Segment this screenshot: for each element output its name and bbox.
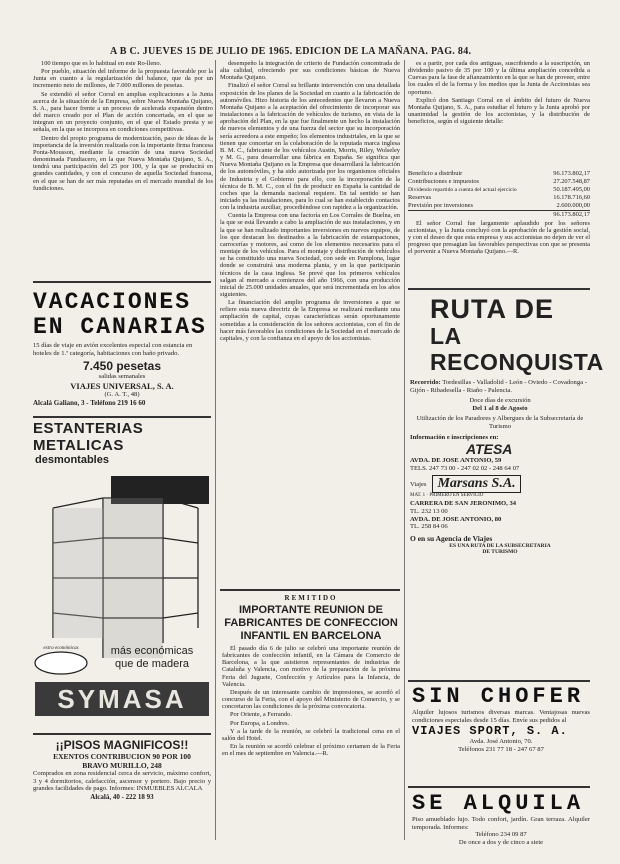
ad-title: SIN CHOFER: [412, 684, 585, 709]
ad-body: 15 días de viaje en avión excelentes especial con estancia en hoteles de 1.ª categoría, habitaciones con baño privado.: [33, 342, 193, 357]
brand-logo: KIMER: [137, 460, 199, 477]
ad-body: Comprados en zona residencial cerca de servicio, máximo confort, 3 y 4 dormitorios, calefacción, ascensor y portero. Bajo precio y grandes facilidades de pago. Informes: INMUEBLES ALCALA: [33, 770, 211, 793]
article-paragraph: El pasado día 6 de julio se celebró una importante reunión de fabricantes de confección infantil, en la Cámara de Comercio de Barcelona, a la que asistieron representantes de industrias de Cataluña y Valencia, con motivo de la preparación de la próxima Feria del Juguete, Confección y Artículos para la Infancia, de Valencia.: [222, 645, 400, 688]
ad-phone: TELS. 247 73 00 - 247 02 02 - 248 64 07: [410, 464, 520, 472]
ad-gat: (G. A. T., 48): [104, 390, 140, 398]
article-paragraph: Se extendió el señor Corral en amplias explicaciones a la Junta acerca de la situación de la Empresa, sobre Nueva Montaña Quijano, S. A., para hacer frente a un proceso de acelerada expansión dentro del marco creado por el Plan de acción concertada, en el que se integran en un proyecto conjunto, en el que el Estado presta y se señala, en la que se incorpora en condiciones competitivas.: [33, 90, 213, 134]
ad-vacaciones-canarias: [33, 290, 211, 410]
finance-row: [408, 178, 590, 186]
ad-slogan: [93, 645, 211, 671]
ad-footer: ES UNA RUTA DE LA SUBSECRETARIA: [449, 542, 551, 549]
finance-label: Reservas: [408, 194, 432, 201]
route-label: Recorrido:: [410, 379, 441, 386]
ad-ruta-reconquista: [410, 294, 604, 555]
finance-label: Contribuciones e impuestos: [408, 178, 479, 185]
finance-row: [408, 202, 590, 210]
article-paragraph: Por Oriente, a Ferrando.: [230, 711, 292, 719]
remitido-label: REMITIDO: [284, 594, 338, 602]
article-paragraph: es a partir, por cada dos antiguas, suscribiendo a la suscripción, un dividendo pasivo de 35 por 100 y la última ampliación concedida a Cuevas para la fase de afianzamiento en la que se han de proveer, entre los cuales el de la forma y los medios que la Junta de Accionistas sea oportuno.: [408, 60, 590, 96]
article-paragraph: En la reunión se acordó celebrar el próximo certamen de la Feria en el mes de septiembre en Valencia.—R.: [222, 743, 400, 758]
finance-row-total: [408, 210, 590, 219]
ad-address: Avda. José Antonio, 70.: [469, 738, 533, 746]
article-paragraph: desempeño la integración de criterio de Fundación concentrada de alta calidad, ofreciendo por sus condiciones básicas de Nueva Montaña Quijano.: [220, 60, 400, 82]
ad-title: VACACIONES: [33, 290, 192, 315]
ad-agency: VIAJES UNIVERSAL, S. A.: [70, 380, 174, 391]
divider: [33, 416, 211, 418]
article-paragraph: Dentro del propio programa de modernización, paso de ideas de la importancia de la inversión realizada con la importante firma francesa Ponta-Mousson, mediante la creación de una nueva Sociedad denominada Fundiacero, en la que Nueva Montaña Quijano, S. A., tendrá una participación del 25 por 100, y la que se producirá en grandes cantidades, y con el concurso de aquella Sociedad francesa, en el que se han de ser más reputadas en el mercado mundial de los fundiciones.: [33, 134, 213, 192]
ad-agencia: O en su Agencia de Viajes: [410, 533, 493, 543]
ad-dates-label: Doce días de excursión: [469, 397, 531, 405]
finance-value: 50.187.495,00: [553, 186, 590, 193]
ad-route: [410, 379, 590, 394]
ad-price: 7.450 pesetas: [82, 359, 162, 374]
article-column-1: [33, 60, 213, 276]
ad-info: Información e inscripciones en:: [410, 433, 499, 441]
ad-address: CARRERA DE SAN JERONIMO, 34: [410, 500, 517, 508]
finance-label: Previsión por inversiones: [408, 202, 473, 209]
ad-address: Alcalá Galiano, 3 - Teléfono 219 16 60: [33, 399, 146, 408]
marsans-logo: Marsans S.A.: [432, 475, 520, 493]
ad-utilizacion: Utilización de los Paradores y Albergues de la Subsecretaría de Turismo: [416, 415, 584, 430]
article-paragraph: 100 tiempo que es lo habitual en este Ro-lleno.: [41, 60, 162, 67]
finance-table: [408, 170, 590, 262]
article-paragraph: Después de un interesante cambio de impresiones, se acordó el concurso de la Feria, con el apoyo del Ministerio de Comercio, y se concretaron las condiciones de la próxima convocatoria.: [222, 688, 400, 711]
finance-row: [408, 186, 590, 194]
ad-title: LA RECONQUISTA: [430, 323, 604, 375]
article-paragraph: Y a la tarde de la reunión, se celebró la tradicional cena en el salón del Hotel.: [222, 727, 400, 742]
ad-phone: TL. 258 84 06: [410, 523, 448, 531]
ad-body: Piso amueblado lujo. Todo confort, jardín. Gran terraza. Alquiler temporada. Informes:: [412, 816, 590, 831]
article-paragraph: Explicó don Santiago Corral en el ámbito del futuro de Nueva Montaña Quijano, S. A., para estudiar el futuro y la Junta aprobó por unanimidad la gestión de los accionistas, y la distribución de beneficios, según el siguiente detalle:: [408, 96, 590, 126]
article-paragraph: Por Europa, a Londres.: [230, 719, 290, 727]
ad-agency: VIAJES SPORT, S. A.: [412, 724, 568, 739]
finance-row: [408, 170, 590, 178]
divider: [408, 680, 590, 682]
route-stops: Tordesillas - Valladolid - León - Oviedo - Covadonga - Gijón - Ribadesella - Riaño - Palencia.: [410, 379, 587, 394]
ad-address: Alcalá, 40 - 222 18 93: [90, 792, 154, 801]
ad-pisos: [33, 738, 211, 838]
ad-hours: De once a dos y de cinco a siete: [458, 838, 544, 846]
page-header: A B C. JUEVES 15 DE JULIO DE 1965. EDICION DE LA MAÑANA. PAG. 84.: [110, 46, 472, 57]
ad-price-note: salidas semanales: [98, 373, 146, 381]
ad-title: SE ALQUILA: [412, 791, 585, 816]
ad-title: ESTANTERIAS METALICAS: [33, 420, 144, 454]
viajes-label: Viajes: [410, 480, 427, 488]
ad-dates: Del 1 al 8 de Agosto: [472, 404, 528, 412]
ad-line: BRAVO MURILLO, 248: [82, 761, 162, 770]
ad-subtitle: desmontables: [35, 454, 109, 466]
ad-sin-chofer: [412, 685, 590, 753]
ad-address: AVDA. DE JOSE ANTONIO, 80: [410, 515, 502, 523]
ad-slogan-line: más económicas: [110, 645, 194, 657]
ad-phone: Teléfono 234 09 87: [475, 831, 527, 839]
ad-body: Alquiler lujosos turismos diversas marcas. Ventajosas nuevas condiciones especiales desde 15 días. Envíe sus pedidos al: [412, 709, 590, 724]
article-column-2: [220, 60, 400, 588]
ad-line: EXENTOS CONTRIBUCION 90 POR 100: [53, 752, 191, 761]
ad-slogan-line: que de madera: [115, 658, 189, 670]
marsans-block: [410, 475, 590, 493]
ad-address: AVDA. DE JOSE ANTONIO, 59: [410, 457, 502, 465]
remitido-title: IMPORTANTE REUNION DE FABRICANTES DE CONFECCION INFANTIL EN BARCELONA: [224, 604, 398, 642]
ad-title: EN CANARIAS: [33, 314, 207, 340]
finance-value: 96.173.802,17: [553, 170, 590, 177]
ad-estanterias: [33, 420, 211, 732]
finance-label: Dividendo repartido a cuenta del actual ejercicio: [408, 187, 517, 193]
ad-footer: DE TURISMO: [482, 548, 518, 555]
article-paragraph: La financiación del amplio programa de inversiones a que se refiere esta nueva directriz de la Empresa se realizará mediante una ampliación de capital, cuyas características serán oportunamente sometidas a la consideración de los señores accionistas, con el fin de hacer más favorables las condiciones de la Sociedad en el mercado de capitales, y con la confianza en el apoyo de los accionistas.: [220, 299, 400, 342]
maker-logo: SYMASA: [35, 682, 209, 716]
finance-value: 2.600.000,00: [556, 202, 590, 209]
finance-label: Beneficio a distribuir: [408, 170, 463, 177]
divider: [408, 288, 590, 290]
ad-phone: Teléfonos 231 77 18 - 247 67 87: [458, 745, 544, 753]
finance-value: 16.178.716,60: [553, 194, 590, 201]
column-rule: [404, 60, 405, 840]
article-paragraph: Cuenta la Empresa con una factoría en Los Corrales de Buelna, en la que se está llevando a cabo la ampliación de sus instalaciones, y en la que se han realizado importantes inversiones en nuevos equipos, de los que destacan los destinados a la fabricación de estampaciones, carrocerías y motores, así como de los elementos necesarios para el montaje de los vehículos. Para el montaje y distribución de vehículos se ha constituido una nueva Sociedad, con sede en Pamplona, lugar donde se construirá una moderna planta, y en la que participarán técnicos de la casa inglesa. Se prevé que los primeros vehículos salgan al mercado a comienzos del año 1966, con una producción inicial de 25.000 unidades anuales, que será incrementada en los años siguientes.: [220, 212, 400, 298]
divider: [408, 786, 590, 788]
ad-phone: TL. 232 13 00: [410, 507, 448, 515]
finance-value: 27.207.548,87: [553, 178, 590, 185]
divider: [220, 589, 400, 591]
remitido-article: [222, 594, 400, 835]
ad-title: RUTA DE: [430, 294, 554, 324]
remitido-body: [222, 645, 400, 835]
finance-closing: El señor Corral fue largamente aplaudido por los señores accionistas, y la Junta concluyó con la aprobación de la gestión social, y con el deseo de que esta empresa y sus accionistas no dejen de ver el progreso que presagian las favorables perspectivas con que se presenta el porvenir a Nueva Montaña Quijano.—R.: [408, 220, 590, 256]
marsans-note: MAT. 1 · PRIMERO EN SERVICIO: [410, 493, 484, 499]
finance-row: [408, 194, 590, 202]
ad-se-alquila: [412, 792, 590, 846]
article-paragraph: Por pueblo, situación del informe de la propuesta favorable por la Junta en cuanto a la regularización del balance, que da por un incremento neto de millones, de 7.000 millones de pesetas.: [33, 68, 213, 90]
ad-tag: extra económicas: [43, 646, 79, 651]
article-paragraph: Finalizó el señor Corral su brillante intervención con una detallada exposición de los planes de la Sociedad en cuanto a la fabricación de automóviles. Hizo historia de los antecedentes que llevaron a Nueva Montaña Quijano a la aceptación del ofrecimiento de incorporar sus instalaciones a la fabricación de vehículos de turismo, en vista de la aprobación del Plan, en la que fue finalmente un hecho la instalación de nuevos elementos y de una fuerza del sector que su incorporación sería acreedora a este empeño; los elementos industriales, en la que se tienen que concertar en la colaboración de la reputada marca inglesa B. M. C., fabricante de los vehículos Austin, Morris, Riley, Wolseley y M. G., para desarrollar una fábrica en España. Se significa que Nueva Montaña Quijano es la Empresa que desarrollará la fabricación de los automóviles, y ha sido autorizada por los organismos oficiales de Industria y el Gobierno para ello, con la incorporación de la técnica de B. M. C., con el fin de producir en España la cantidad de coches que la demanda nacional requiere. En tal sentido se han iniciado ya las instalaciones, para lo cual se han establecido contactos con la industria auxiliar, procediéndose con rapidez a la organización.: [220, 82, 400, 212]
column-rule: [215, 60, 216, 840]
finance-value: 96.173.802,17: [553, 211, 590, 218]
ad-title: ¡¡PISOS MAGNIFICOS!!: [55, 738, 189, 752]
divider: [33, 733, 211, 735]
atesa-logo: ATESA: [466, 441, 513, 458]
divider: [33, 281, 211, 283]
